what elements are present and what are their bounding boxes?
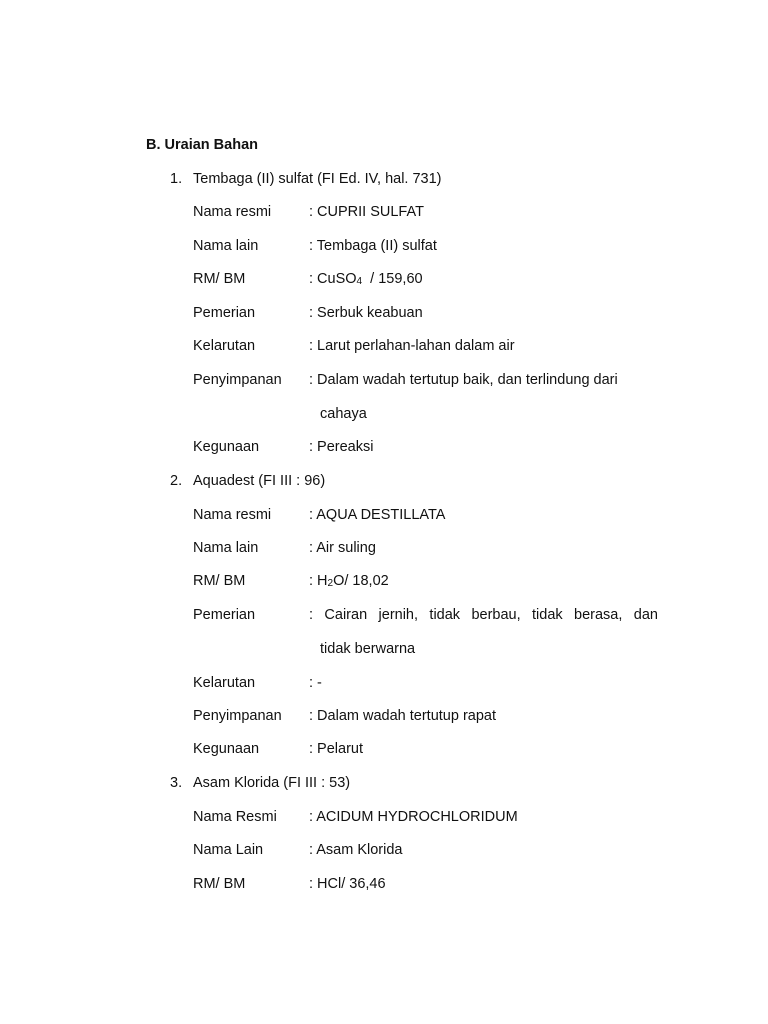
item-title [170, 171, 442, 187]
field-value: : Larut perlahan-lahan dalam air [309, 338, 515, 354]
field-value: : Cairan jernih, tidak berbau, tidak berasa, dan [309, 607, 658, 623]
field-value: : Tembaga (II) sulfat [309, 238, 437, 254]
field-label: Nama resmi [193, 204, 272, 220]
item-title-text: Tembaga (II) sulfat (FI Ed. IV, hal. 731) [193, 171, 442, 187]
field-value: : Air suling [309, 540, 376, 556]
field-label: Pemerian [193, 607, 256, 623]
item-title [170, 473, 325, 489]
field-label: Nama lain [193, 238, 259, 254]
field-label: Kelarutan [193, 675, 256, 691]
formula-part: : H [309, 573, 328, 589]
field-value: : Dalam wadah tertutup baik, dan terlindung dari [309, 372, 618, 388]
field-label: Kegunaan [193, 741, 260, 757]
item-title-text: Asam Klorida (FI III : 53) [193, 775, 351, 791]
field-label: Nama lain [193, 540, 259, 556]
formula-value [309, 271, 423, 287]
item-title [170, 775, 350, 791]
section-heading: B. Uraian Bahan [146, 137, 258, 153]
field-label: Nama resmi [193, 507, 272, 523]
item-number: 2. [170, 473, 183, 489]
item-number: 3. [170, 775, 183, 791]
field-label: Penyimpanan [193, 708, 282, 724]
field-value: : HCl/ 36,46 [309, 876, 386, 892]
field-label: Kelarutan [193, 338, 256, 354]
field-value-continuation: tidak berwarna [320, 641, 416, 657]
formula-value [309, 573, 389, 589]
field-value: : Pereaksi [309, 439, 374, 455]
formula-subscript: 4 [356, 276, 363, 287]
formula-part: O/ 18,02 [333, 573, 389, 589]
field-value: : - [309, 675, 322, 691]
field-value: : Pelarut [309, 741, 363, 757]
formula-part: / 159,60 [362, 271, 423, 287]
field-value: : AQUA DESTILLATA [309, 507, 446, 523]
item-number: 1. [170, 171, 183, 187]
field-label: Nama Resmi [193, 809, 277, 825]
field-value: : CUPRII SULFAT [309, 204, 424, 220]
item-title-text: Aquadest (FI III : 96) [193, 473, 326, 489]
field-label: Kegunaan [193, 439, 260, 455]
field-value: : Asam Klorida [309, 842, 403, 858]
formula-subscript: 2 [327, 578, 334, 589]
field-label: RM/ BM [193, 271, 246, 287]
field-value-continuation: cahaya [320, 406, 367, 422]
field-label: RM/ BM [193, 573, 246, 589]
field-value: : Dalam wadah tertutup rapat [309, 708, 496, 724]
formula-part: : CuSO [309, 271, 357, 287]
field-value: : Serbuk keabuan [309, 305, 423, 321]
field-label: Penyimpanan [193, 372, 282, 388]
field-value: : ACIDUM HYDROCHLORIDUM [309, 809, 518, 825]
field-label: RM/ BM [193, 876, 246, 892]
field-label: Nama Lain [193, 842, 264, 858]
field-label: Pemerian [193, 305, 256, 321]
